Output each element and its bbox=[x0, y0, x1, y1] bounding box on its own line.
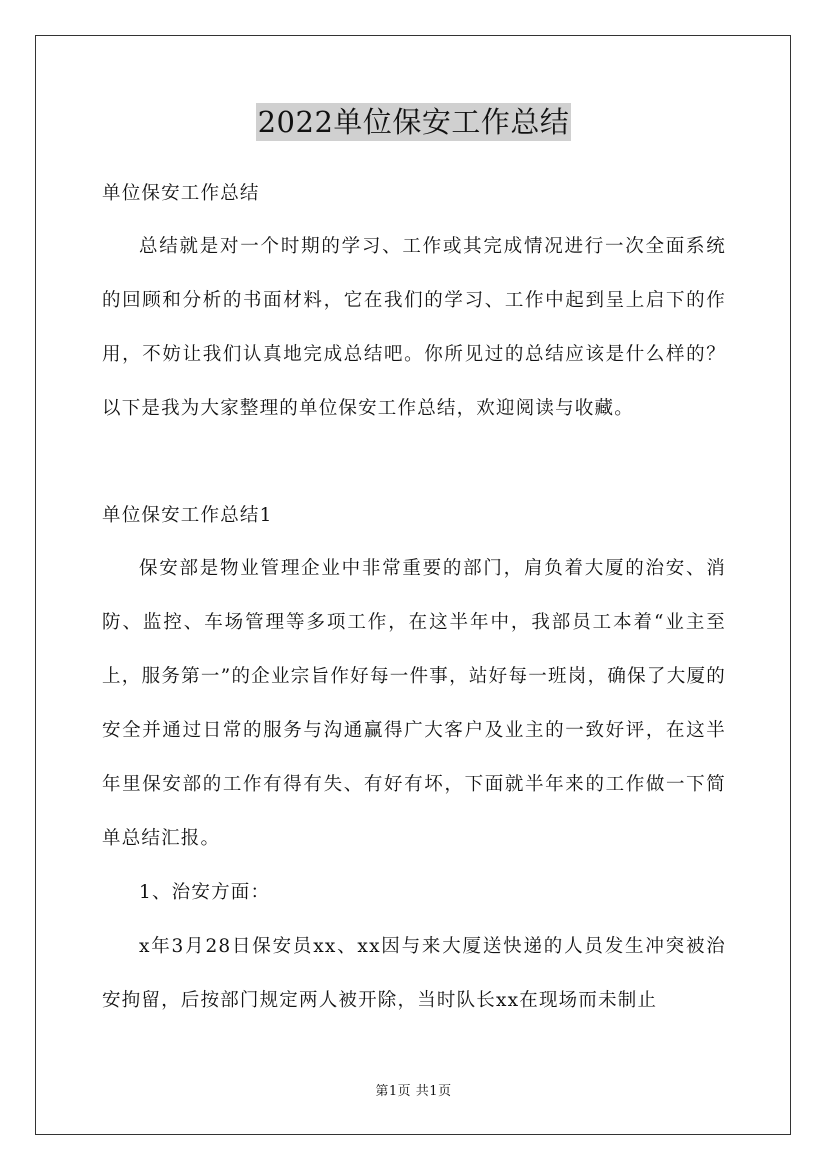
section-subheading: 1、治安方面： bbox=[139, 882, 271, 903]
intro-paragraph: 总结就是对一个时期的学习、工作或其完成情况进行一次全面系统的回顾和分析的书面材料，它在我们的学习、工作中起到呈上启下的作用，不妨让我们认真地完成总结吧。你所见过的总结应该是什么样的？以下是我为大家整理的单位保安工作总结，欢迎阅读与收藏。 bbox=[102, 236, 726, 419]
section-paragraph: 保安部是物业管理企业中非常重要的部门，肩负着大厦的治安、消防、监控、车场管理等多项工作，在这半年中，我部员工本着“业主至上，服务第一”的企业宗旨作好每一件事，站好每一班岗，确保了大厦的安全并通过日常的服务与沟通赢得广大客户及业主的一致好评，在这半年里保安部的工作有得有失、有好有坏，下面就半年来的工作做一下简单总结汇报。 bbox=[102, 558, 726, 849]
section-paragraph-2: x年3月28日保安员xx、xx因与来大厦送快递的人员发生冲突被治安拘留，后按部门规定两人被开除，当时队长xx在现场而未制止 bbox=[102, 936, 726, 1011]
document-body bbox=[102, 172, 726, 1028]
section-heading: 单位保安工作总结1 bbox=[102, 505, 273, 526]
page-footer: 第1页 共1页 bbox=[375, 1084, 452, 1099]
title-container bbox=[0, 103, 827, 141]
document-subtitle: 单位保安工作总结 bbox=[102, 183, 260, 204]
document-title: 2022单位保安工作总结 bbox=[257, 105, 570, 139]
